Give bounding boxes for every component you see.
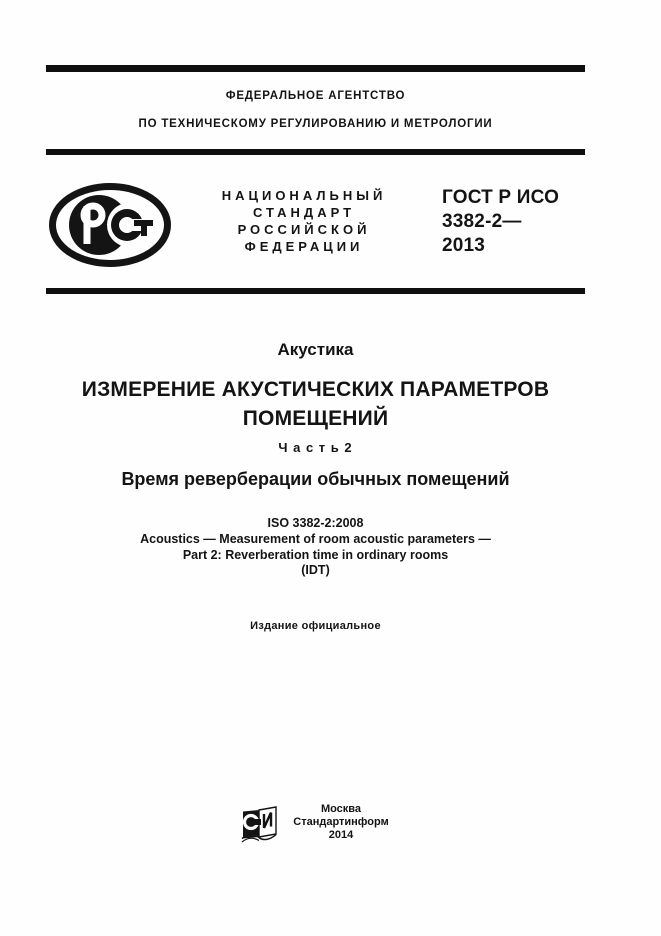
standard-type-block	[214, 187, 394, 255]
designation-line: 3382-2—	[442, 211, 522, 232]
rst-mark-shapes	[53, 187, 168, 264]
subtitle-russian: Время реверберации обычных помещений	[121, 469, 510, 489]
main-title-line2: ПОМЕЩЕНИЙ	[242, 407, 389, 430]
agency-name-line2: ПО ТЕХНИЧЕСКОМУ РЕГУЛИРОВАНИЮ И МЕТРОЛОГИИ	[138, 118, 493, 130]
rst-certification-mark-icon	[46, 182, 174, 268]
iso-reference-block	[46, 516, 585, 579]
imprint-year: 2014	[328, 828, 354, 841]
standard-type-line: РОССИЙСКОЙ	[237, 222, 371, 237]
iso-title-line2: Part 2: Reverberation time in ordinary rooms	[182, 547, 449, 562]
part-label: Ч а с т ь 2	[278, 440, 353, 455]
iso-reference: ISO 3382-2:2008	[267, 516, 364, 530]
agency-name-line1: ФЕДЕРАЛЬНОЕ АГЕНТСТВО	[225, 90, 406, 102]
iso-idt-note: (IDT)	[301, 563, 330, 578]
standartinform-logo-icon	[239, 805, 279, 845]
top-rule	[46, 65, 585, 72]
designation-line: ГОСТ Р ИСО	[442, 187, 560, 208]
imprint-block	[276, 803, 406, 841]
edition-note: Издание официальное	[250, 620, 381, 632]
publisher-mark-shapes	[242, 807, 276, 842]
standard-type-line: ФЕДЕРАЦИИ	[244, 239, 364, 254]
imprint-publisher: Стандартинформ	[293, 815, 389, 828]
standard-type-line: СТАНДАРТ	[252, 205, 356, 220]
imprint-city: Москва	[320, 803, 362, 815]
standard-designation	[442, 186, 592, 258]
subject-heading: Акустика	[277, 340, 354, 359]
main-title-line1: ИЗМЕРЕНИЕ АКУСТИЧЕСКИХ ПАРАМЕТРОВ	[81, 378, 550, 401]
third-rule	[46, 288, 585, 294]
designation-line: 2013	[442, 235, 486, 256]
iso-title-line1: Acoustics — Measurement of room acoustic parameters —	[140, 531, 491, 546]
standard-type-line: НАЦИОНАЛЬНЫЙ	[221, 188, 387, 203]
second-rule	[46, 149, 585, 155]
main-title	[46, 375, 585, 433]
